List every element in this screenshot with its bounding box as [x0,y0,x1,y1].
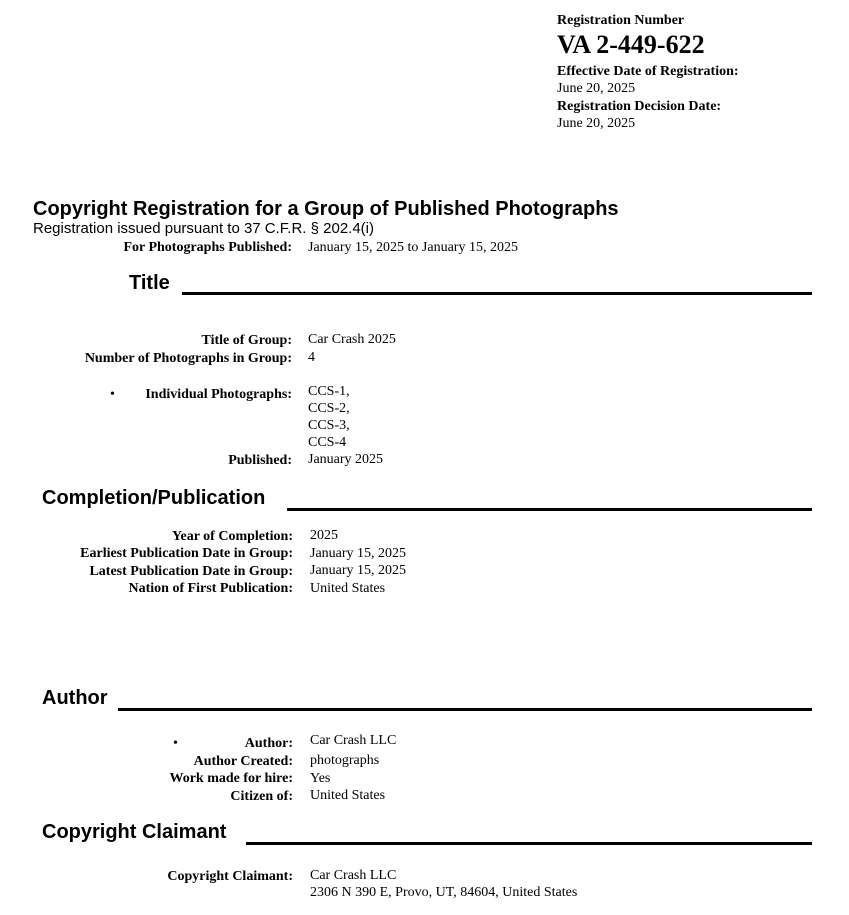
photo-count-value: 4 [308,350,315,365]
published-label: Published: [228,453,292,468]
author-created-value: photographs [310,753,380,768]
copyright-claimant-name: Car Crash LLC [310,868,397,883]
latest-publication-label: Latest Publication Date in Group: [89,564,293,579]
document-title: Copyright Registration for a Group of Published Photographs [33,198,619,220]
photographs-published-label: For Photographs Published: [123,240,292,255]
section-heading-completion: Completion/Publication [42,487,266,509]
individual-photographs-label: Individual Photographs: [145,387,292,402]
bullet-individual-photographs: • [110,387,115,402]
photo-item: CCS-4 [308,435,347,450]
section-heading-claimant: Copyright Claimant [42,821,227,843]
year-of-completion-label: Year of Completion: [171,529,293,544]
work-for-hire-value: Yes [310,771,331,786]
photo-item: CCS-2, [308,401,350,416]
section-rule-claimant [246,842,812,845]
section-rule-completion [287,508,812,511]
earliest-publication-value: January 15, 2025 [310,546,407,561]
section-rule-author [118,708,812,711]
group-title-value: Car Crash 2025 [308,332,396,347]
copyright-claimant-address: 2306 N 390 E, Provo, UT, 84604, United States [310,885,578,900]
nation-of-publication-value: United States [310,581,386,596]
document-subtitle: Registration issued pursuant to 37 C.F.R. § 202.4(i) [33,220,375,237]
bullet-author: • [173,736,178,751]
effective-date-label: Effective Date of Registration: [557,64,739,79]
photo-item: CCS-1, [308,384,350,399]
published-value: January 2025 [308,452,384,467]
citizen-of-label: Citizen of: [230,789,293,804]
earliest-publication-label: Earliest Publication Date in Group: [80,546,293,561]
photographs-published-value: January 15, 2025 to January 15, 2025 [308,240,518,255]
photo-item: CCS-3, [308,418,350,433]
citizen-of-value: United States [310,788,386,803]
registration-number-label: Registration Number [557,13,685,28]
decision-date-value: June 20, 2025 [557,116,636,131]
author-value: Car Crash LLC [310,733,397,748]
decision-date-label: Registration Decision Date: [557,99,722,114]
work-for-hire-label: Work made for hire: [169,771,293,786]
section-heading-title: Title [129,272,170,294]
section-heading-author: Author [42,687,108,709]
photo-count-label: Number of Photographs in Group: [84,351,292,366]
author-label: Author: [244,736,293,751]
registration-number: VA 2-449-622 [557,30,705,59]
effective-date-value: June 20, 2025 [557,81,636,96]
latest-publication-value: January 15, 2025 [310,563,407,578]
author-created-label: Author Created: [193,754,293,769]
copyright-claimant-label: Copyright Claimant: [167,869,293,884]
section-rule-title [182,292,812,295]
group-title-label: Title of Group: [201,333,292,348]
nation-of-publication-label: Nation of First Publication: [128,581,293,596]
year-of-completion-value: 2025 [310,528,338,543]
